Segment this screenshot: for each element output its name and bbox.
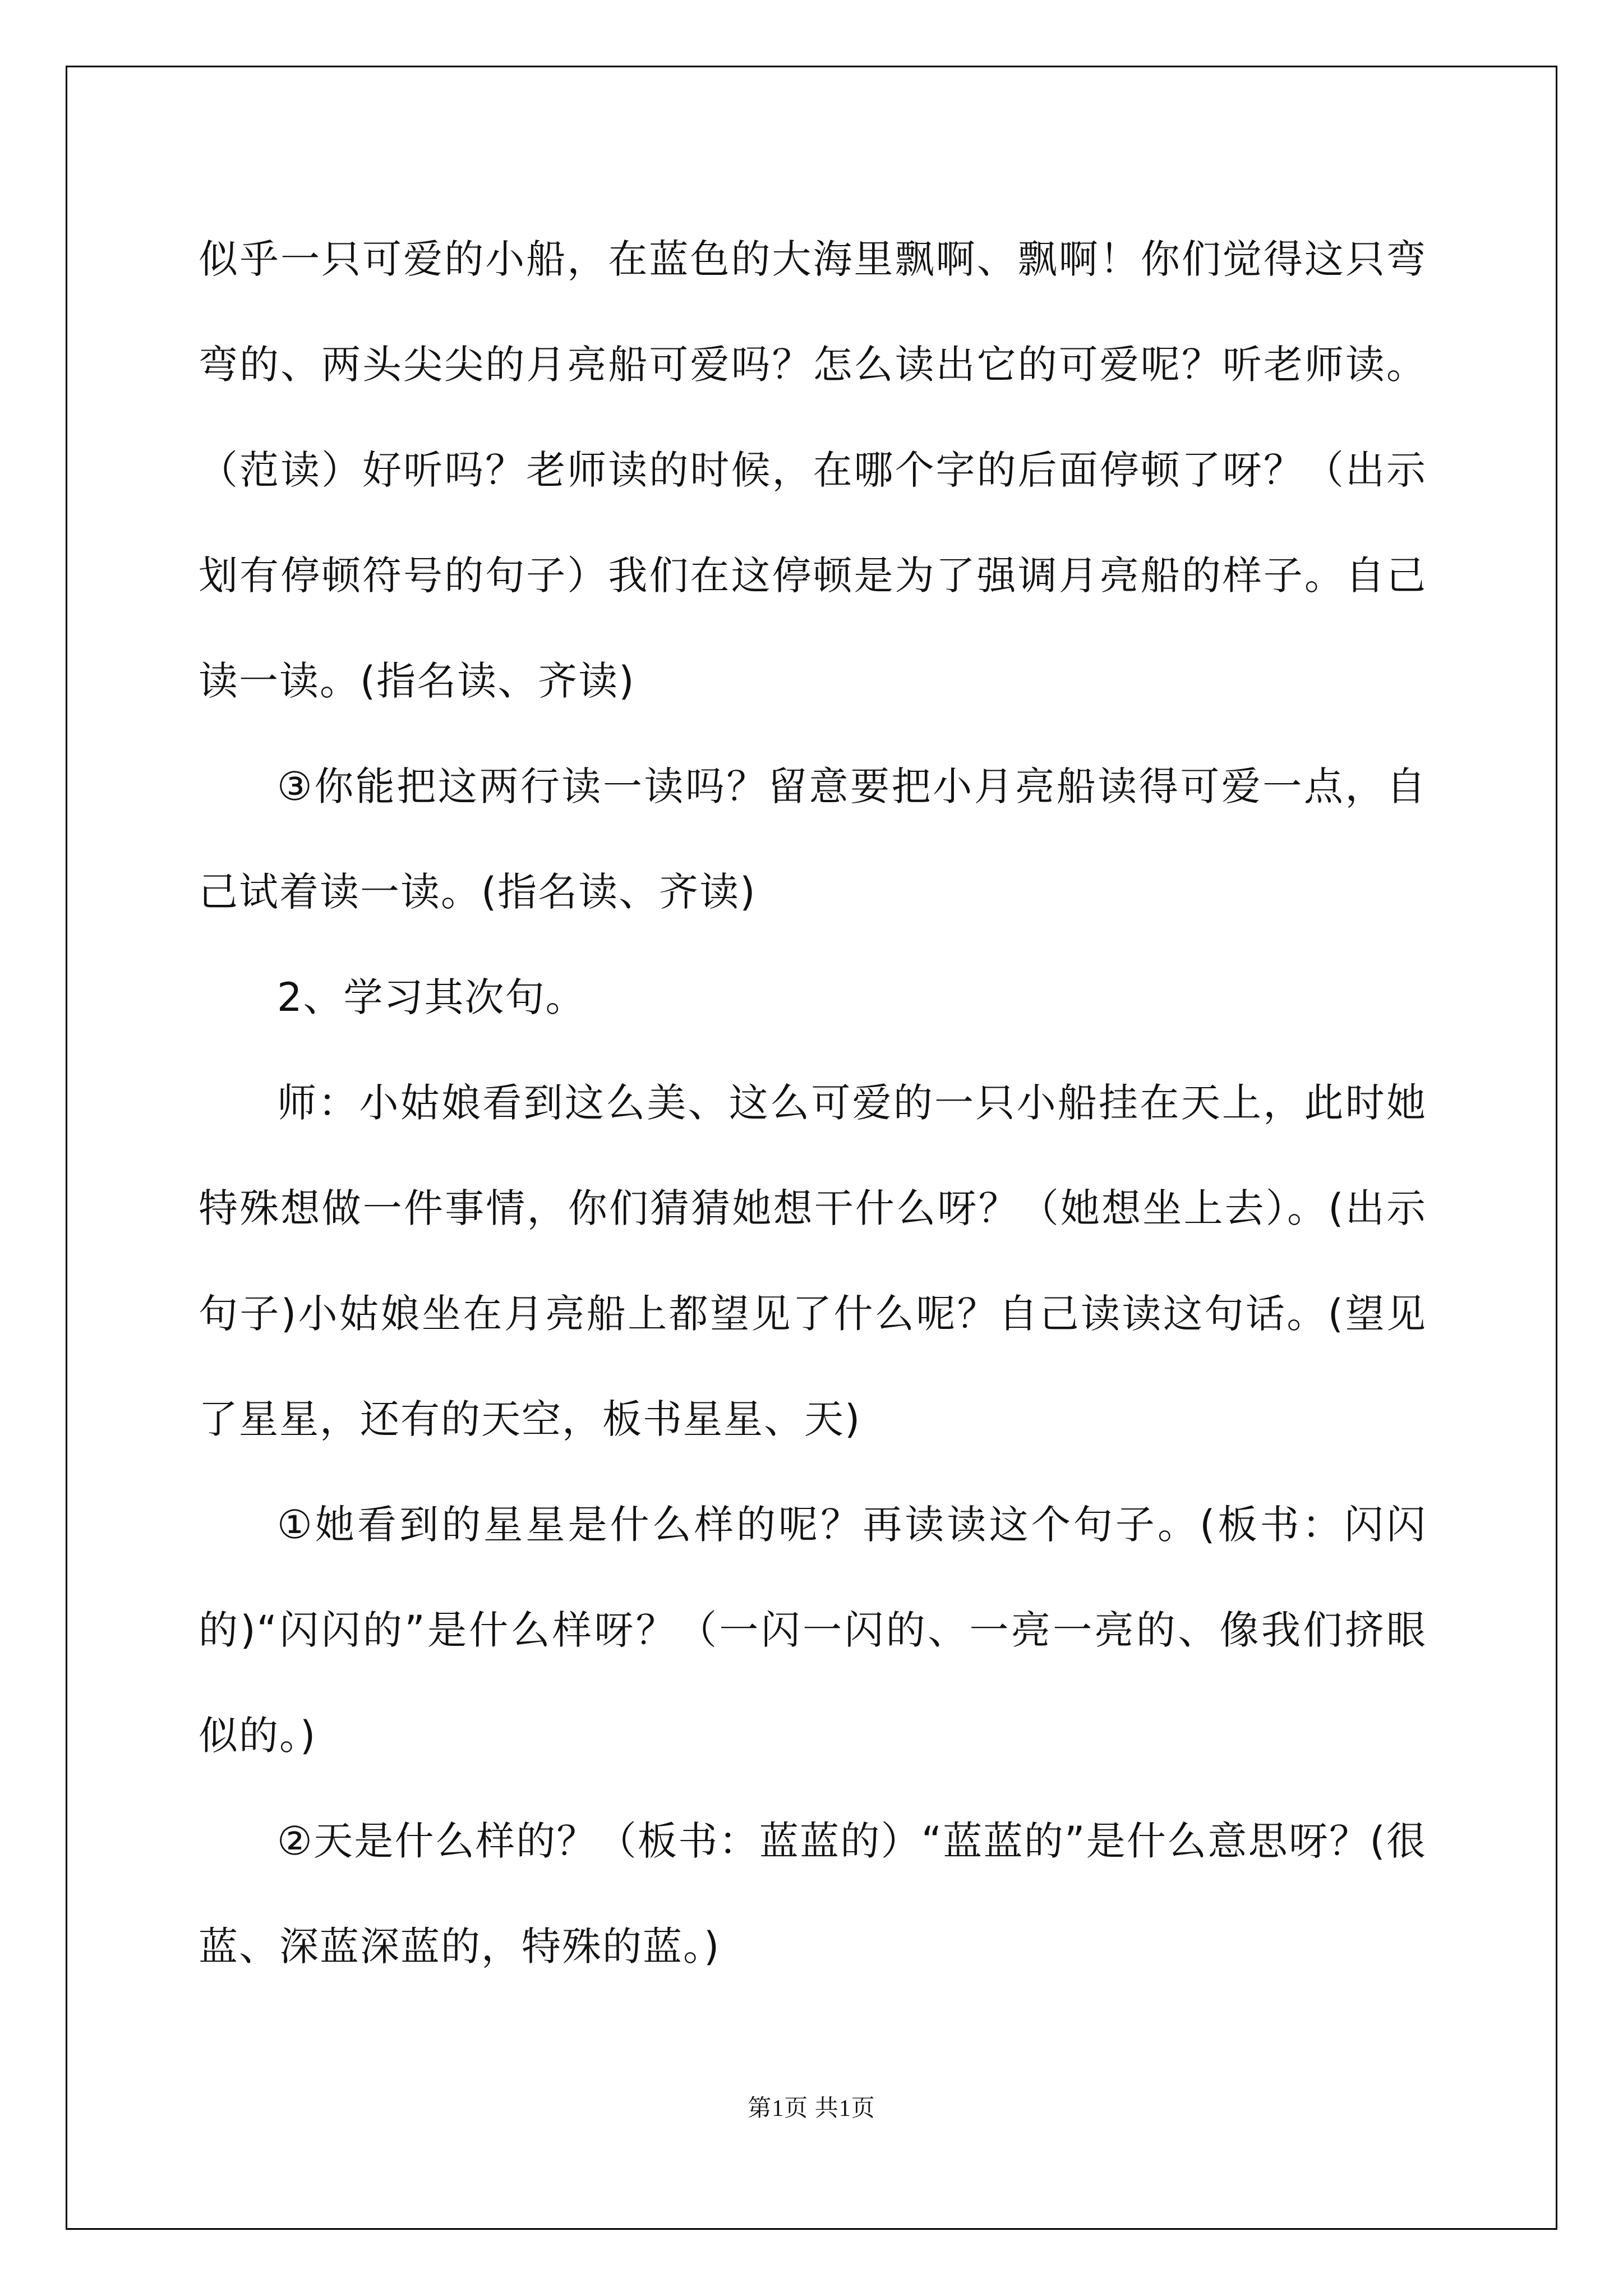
paragraph: 师：小姑娘看到这么美、这么可爱的一只小船挂在天上，此时她特殊想做一件事情，你们猜猜她想干什么呀？（她想坐上去）。(出示句子)小姑娘坐在月亮船上都望见了什么呢？自己读读这句话。(望见了星星，还有的天空，板书星星、天) <box>199 1080 1427 1442</box>
page-number-footer: 第1页 共1页 <box>748 2096 875 2122</box>
paragraph: 似乎一只可爱的小船，在蓝色的大海里飘啊、飘啊！你们觉得这只弯弯的、两头尖尖的月亮船可爱吗？怎么读出它的可爱呢？听老师读。（范读）好听吗？老师读的时候，在哪个字的后面停顿了呀？（出示划有停顿符号的句子）我们在这停顿是为了强调月亮船的样子。自己读一读。(指名读、齐读) <box>199 236 1427 704</box>
document-body <box>199 206 1427 1999</box>
paragraph: ③你能把这两行读一读吗？留意要把小月亮船读得可爱一点，自己试着读一读。(指名读、齐读) <box>199 763 1427 915</box>
paragraph: ②天是什么样的？（板书：蓝蓝的）“蓝蓝的”是什么意思呀？(很蓝、深蓝深蓝的，特殊的蓝。) <box>199 1818 1427 1970</box>
paragraph: 2、学习其次句。 <box>277 974 586 1020</box>
paragraph: ①她看到的星星是什么样的呢？再读读这个句子。(板书：闪闪的)“闪闪的”是什么样呀？（一闪一闪的、一亮一亮的、像我们挤眼似的。) <box>199 1502 1427 1759</box>
